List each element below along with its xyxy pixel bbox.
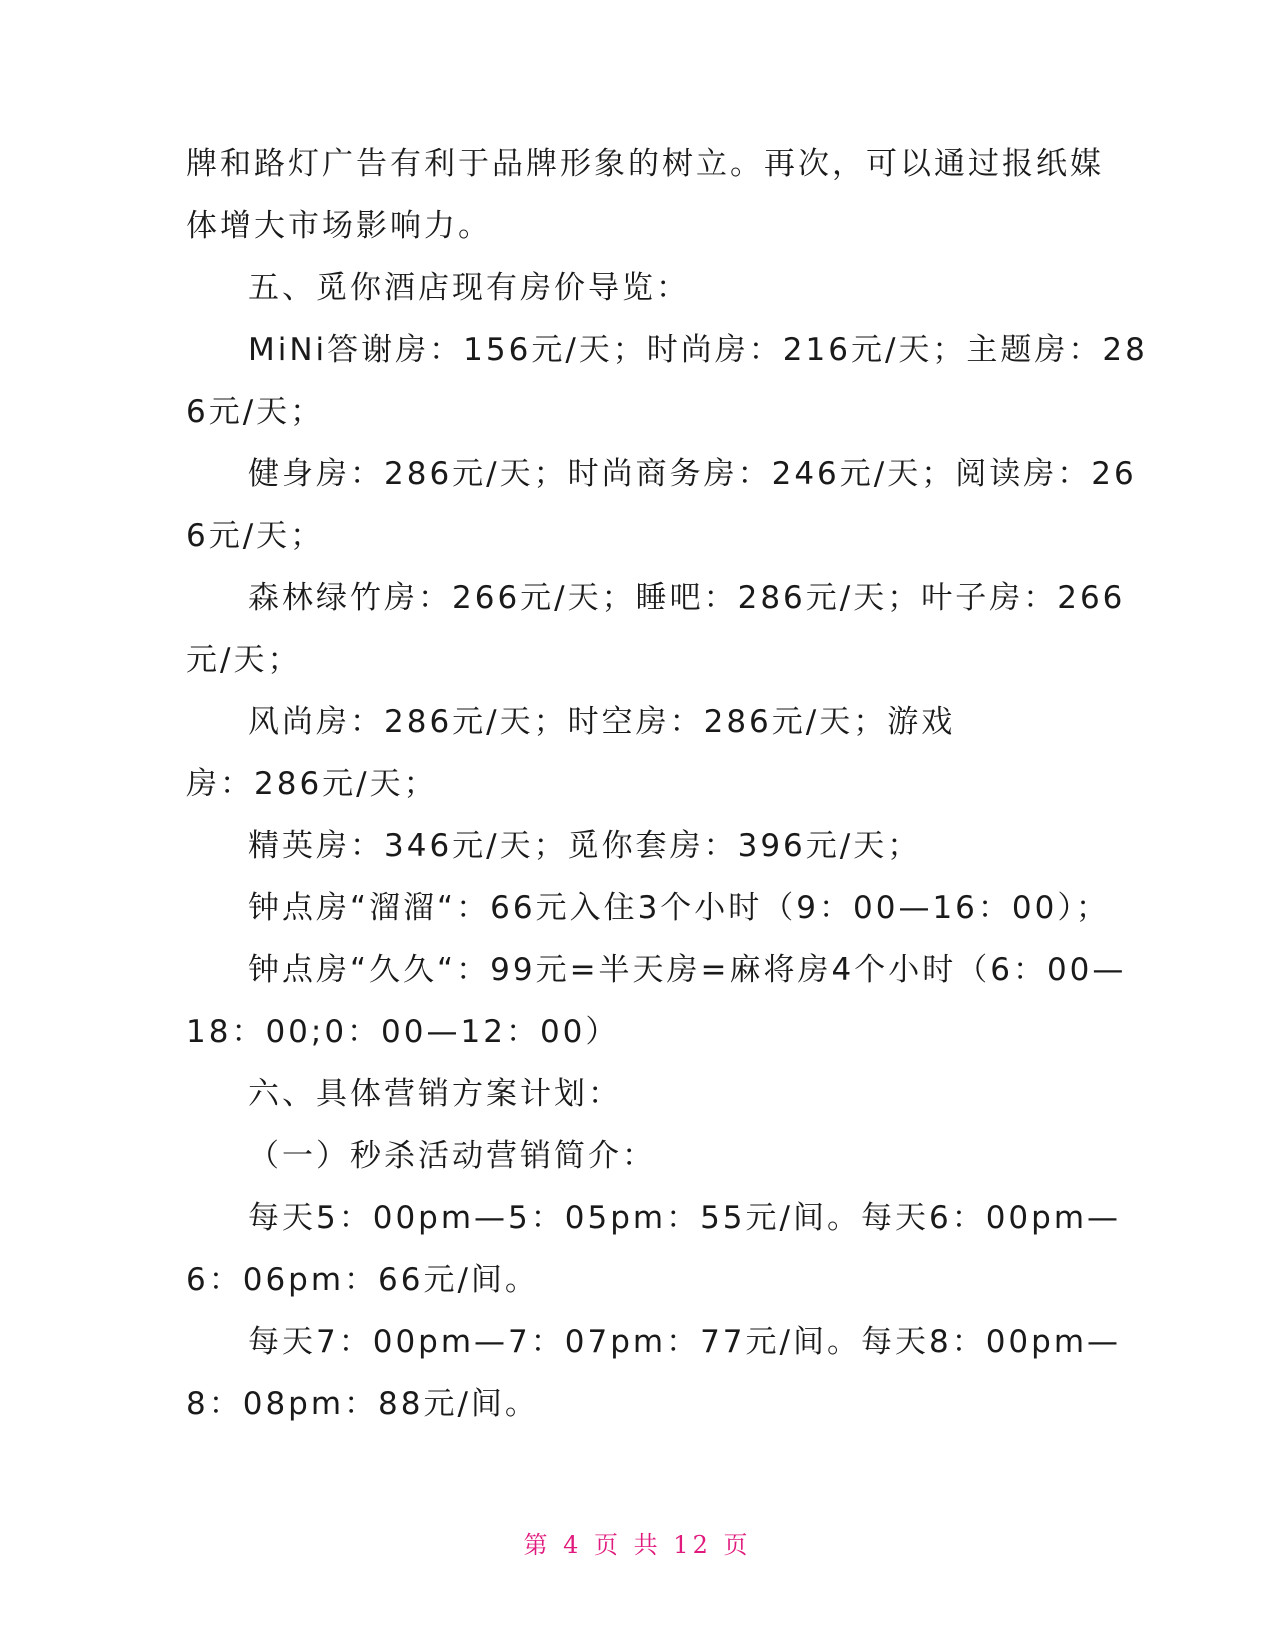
- paragraph-line: 精英房：346元/天；觅你套房：396元/天；: [248, 828, 922, 864]
- paragraph-line: MiNi答谢房：156元/天；时尚房：216元/天；主题房：28: [248, 332, 1148, 368]
- paragraph-line: 6元/天；: [186, 518, 325, 554]
- paragraph-line: 钟点房“溜溜“：66元入住3个小时（9：00—16：00）；: [248, 890, 1110, 926]
- paragraph-line: 6：06pm：66元/间。: [186, 1262, 539, 1298]
- paragraph-line: 元/天；: [186, 642, 302, 678]
- section-heading: 五、觅你酒店现有房价导览：: [248, 270, 690, 306]
- subsection-heading: （一）秒杀活动营销简介：: [248, 1138, 656, 1174]
- section-heading: 六、具体营销方案计划：: [248, 1076, 622, 1112]
- paragraph-line: 房：286元/天；: [186, 766, 438, 802]
- paragraph-line: 每天5：00pm—5：05pm：55元/间。每天6：00pm—: [248, 1200, 1122, 1236]
- paragraph-line: 风尚房：286元/天；时空房：286元/天；游戏: [248, 704, 956, 740]
- page-number-footer: 第 4 页 共 12 页: [523, 1531, 752, 1559]
- paragraph-line: 每天7：00pm—7：07pm：77元/间。每天8：00pm—: [248, 1324, 1122, 1360]
- paragraph-line: 6元/天；: [186, 394, 325, 430]
- paragraph-line: 体增大市场影响力。: [186, 208, 492, 244]
- paragraph-line: 森林绿竹房：266元/天；睡吧：286元/天；叶子房：266: [248, 580, 1126, 616]
- paragraph-line: 8：08pm：88元/间。: [186, 1386, 539, 1422]
- paragraph-line: 18：00;0：00—12：00）: [186, 1014, 620, 1050]
- paragraph-line: 健身房：286元/天；时尚商务房：246元/天；阅读房：26: [248, 456, 1137, 492]
- paragraph-line: 钟点房“久久“：99元=半天房=麻将房4个小时（6：00—: [248, 952, 1127, 988]
- paragraph-line: 牌和路灯广告有利于品牌形象的树立。再次，可以通过报纸媒: [186, 146, 1104, 182]
